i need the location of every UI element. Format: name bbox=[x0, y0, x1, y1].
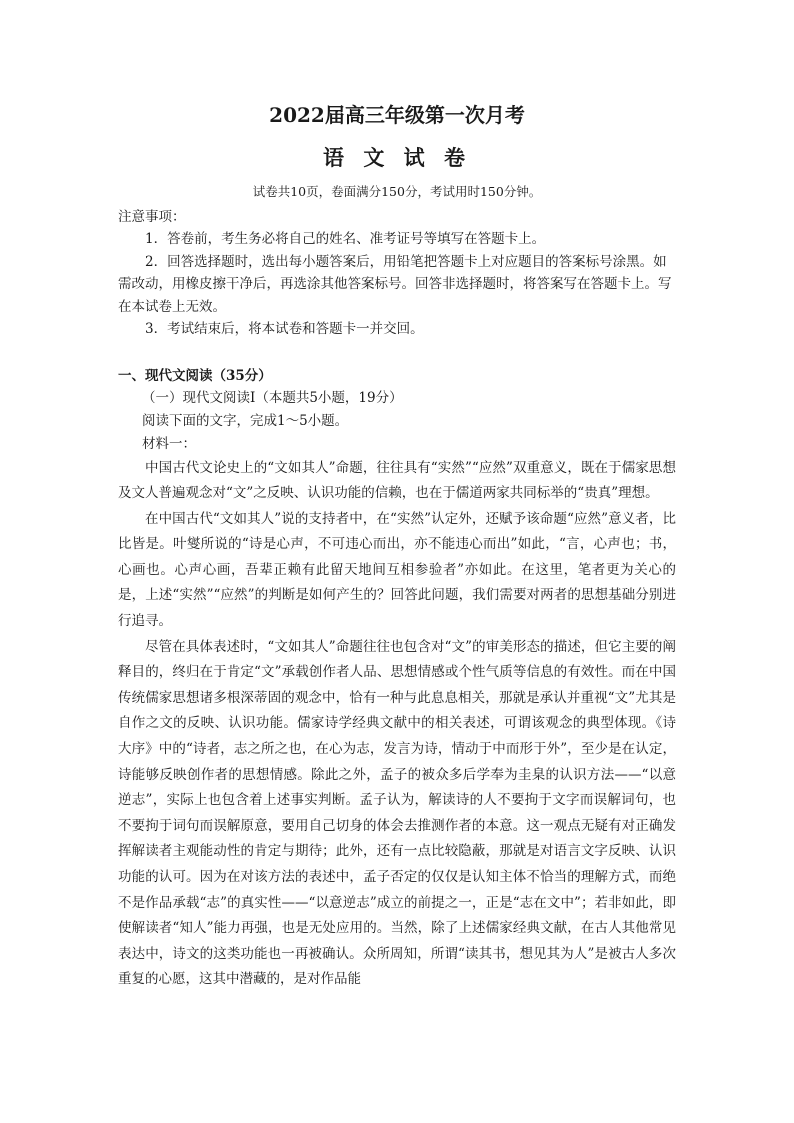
notice-item: 1．答卷前，考生务必将自己的姓名、准考证号等填写在答题卡上。 bbox=[145, 231, 546, 247]
notice-item: 3．考试结束后，将本试卷和答题卡一并交回。 bbox=[145, 321, 424, 337]
notice-heading: 注意事项： bbox=[118, 209, 186, 225]
notice-item: 2．回答选择题时，选出每小题答案后，用铅笔把答题卡上对应题目的答案标号涂黑。如需改动，用橡皮擦干净后，再选涂其他答案标号。回答非选择题时，将答案写在答题卡上。写在本试卷上无效。 bbox=[118, 253, 672, 315]
body-paragraph: 尽管在具体表述时，“文如其人”命题往往也包含对“文”的审美形态的描述，但它主要的阐释目的，终归在于肯定“文”承载创作者人品、思想情感或个性气质等信息的有效性。而在中国传统儒家思想诸多根深蒂固的观念中，恰有一种与此息息相关，那就是承认并重视“文”尤其是自作之文的反映、认识功能。儒家诗学经典文献中的相关表述，可谓该观念的典型体现。《诗大序》中的“诗者，志之所之也，在心为志，发言为诗，情动于中而形于外”，至少是在认定，诗能够反映创作者的思想情感。除此之外，孟子的被众多后学奉为圭臬的认识方法——“以意逆志”，实际上也包含着上述事实判断。孟子认为，解读诗的人不要拘于文字而误解词句，也不要拘于词句而误解原意，要用自己切身的体会去推测作者的本意。这一观点无疑有对正确发挥解读者主观能动性的肯定与期待；此外，还有一点比较隐蔽，那就是对语言文字反映、认识功能的认可。因为在对该方法的表述中，孟子否定的仅仅是认知主体不恰当的理解方式，而绝不是作品承载“志”的真实性——“以意逆志”成立的前提之一，正是“志在文中”；若非如此，即使解读者“知人”能力再强，也是无处应用的。当然，除了上述儒家经典文献，在古人其他常见表达中，诗文的这类功能也一再被确认。众所周知，所谓“读其书，想见其为人”是被古人多次重复的心愿，这其中潜藏的，是对作品能 bbox=[118, 638, 676, 988]
body-paragraph: 中国古代文论史上的“文如其人”命题，往往具有“实然”“应然”双重意义，既在于儒家思想及文人普遍观念对“文”之反映、认识功能的信赖，也在于儒道两家共同标举的“贵真”理想。 bbox=[118, 459, 676, 502]
reading-instruction: 阅读下面的文字，完成1～5小题。 bbox=[142, 412, 349, 429]
exam-title: 2022届高三年级第一次月考 bbox=[269, 103, 525, 127]
section-heading: 一、现代文阅读（35分） bbox=[118, 367, 272, 384]
exam-subtitle: 语 文 试 卷 bbox=[323, 145, 471, 170]
body-paragraph: 在中国古代“文如其人”说的支持者中，在“实然”认定外，还赋予该命题“应然”意义者，比比皆是。叶燮所说的“诗是心声，不可违心而出，亦不能违心而出”如此，“言，心声也；书，心画也。心声心画，吾辈正赖有此留天地间互相参验者”亦如此。在这里，笔者更为关心的是，上述“实然”“应然”的判断是如何产生的？回答此问题，我们需要对两者的思想基础分别进行追寻。 bbox=[118, 510, 676, 630]
exam-page bbox=[118, 100, 676, 993]
material-label: 材料一： bbox=[142, 435, 196, 452]
exam-meta: 试卷共10页，卷面满分150分，考试用时150分钟。 bbox=[252, 184, 542, 199]
subsection-heading: （一）现代文阅读Ⅰ（本题共5小题，19分） bbox=[142, 389, 403, 406]
